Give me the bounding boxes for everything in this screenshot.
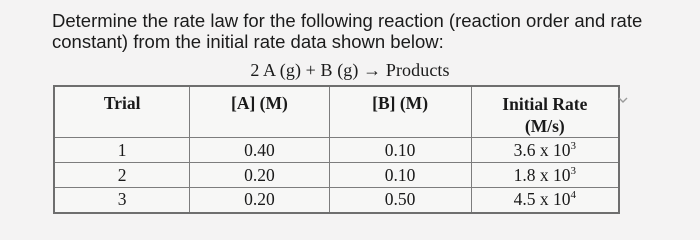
- header-initial-rate-line1: Initial Rate: [502, 94, 588, 114]
- rate-mantissa: 1.8 x 10: [513, 164, 571, 185]
- question-line-1: Determine the rate law for the following reaction (reaction order and rate: [52, 10, 643, 31]
- cell-initial-rate: [471, 163, 619, 188]
- header-initial-rate: [471, 86, 619, 138]
- cell-trial: 3: [54, 188, 190, 213]
- rate-exponent: 3: [570, 164, 577, 177]
- reaction-equation: [0, 60, 700, 81]
- rate-data-table: [53, 85, 620, 214]
- header-trial: Trial: [54, 86, 190, 138]
- rate-exponent: 4: [570, 189, 577, 202]
- cell-initial-rate: [471, 138, 619, 163]
- header-conc-a: [A] (M): [190, 86, 329, 138]
- cell-initial-rate: [471, 188, 619, 213]
- table-header-row: [54, 86, 619, 138]
- chevron-down-icon[interactable]: [618, 95, 628, 105]
- question-line-2: constant) from the initial rate data shown below:: [52, 31, 444, 52]
- rate-mantissa: 4.5 x 10: [513, 189, 571, 210]
- table-row: [54, 188, 619, 213]
- equation-reactants: 2 A (g) + B (g): [250, 60, 359, 80]
- cell-conc-b: 0.10: [329, 163, 471, 188]
- cell-conc-b: 0.50: [329, 188, 471, 213]
- cell-conc-a: 0.20: [190, 163, 329, 188]
- cell-trial: 2: [54, 163, 190, 188]
- question-text: [52, 10, 682, 52]
- cell-conc-a: 0.40: [190, 138, 329, 163]
- cell-trial: 1: [54, 138, 190, 163]
- cell-conc-b: 0.10: [329, 138, 471, 163]
- equation-arrow: →: [363, 60, 382, 80]
- rate-exponent: 3: [570, 139, 577, 152]
- equation-products: Products: [385, 60, 450, 80]
- header-initial-rate-line2: (M/s): [524, 116, 565, 136]
- rate-mantissa: 3.6 x 10: [513, 139, 571, 160]
- table-row: [54, 163, 619, 188]
- header-conc-b: [B] (M): [329, 86, 471, 138]
- cell-conc-a: 0.20: [190, 188, 329, 213]
- table-row: [54, 138, 619, 163]
